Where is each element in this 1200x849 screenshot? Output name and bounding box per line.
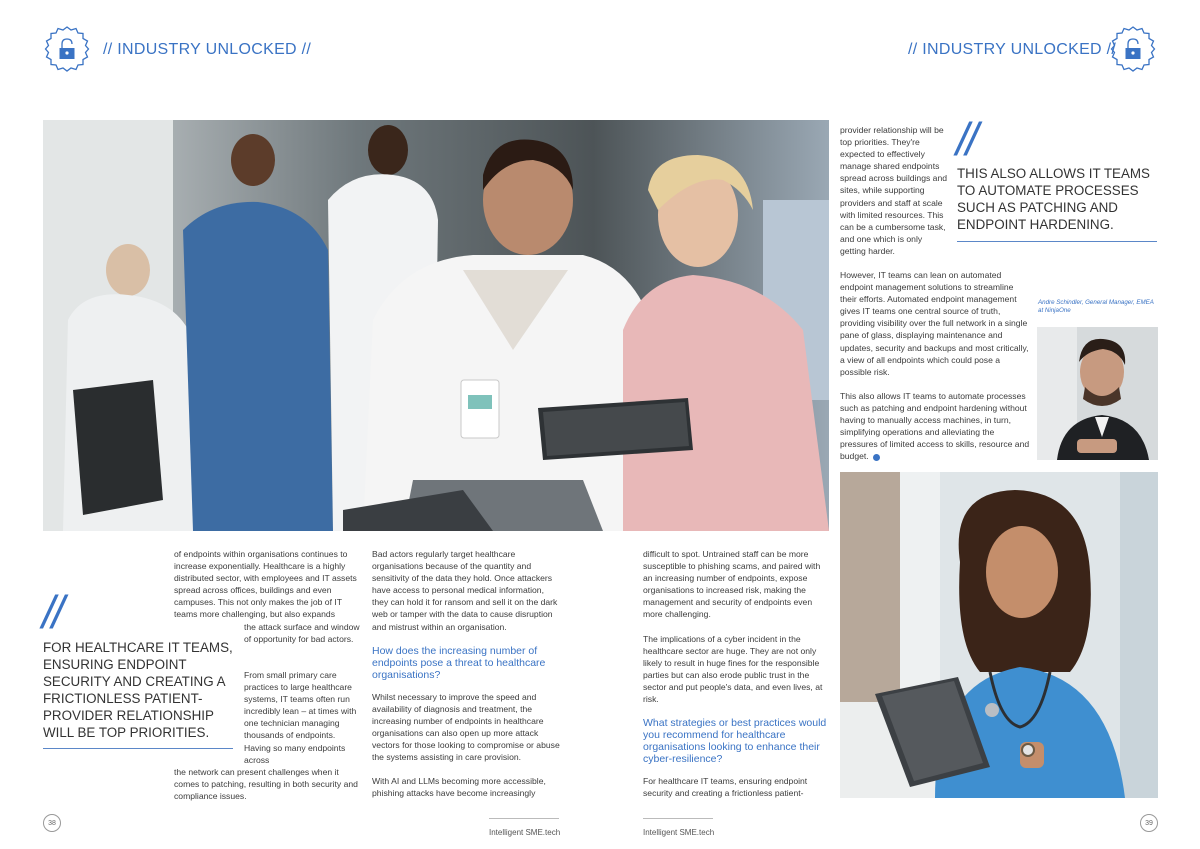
column-3-paragraph-2: The implications of a cyber incident in the healthcare sector are huge. They are not only likely to result in huge fines for the responsible parties but can also erode public trust in the sector and put people's data, and even lives, at risk. xyxy=(643,633,823,705)
pull-quote-rule-left xyxy=(43,748,233,749)
column-4-paragraph-3-text: This also allows IT teams to automate processes such as patching and endpoint hardening without having to manually access machines, in turn, simplifying operations and alleviating the pressures of limited access to skills, resource and budget. xyxy=(840,391,1030,462)
column-1-mid-b: From small primary care practices to large healthcare systems, IT teams often run incredibly lean – at times with one technician managing thousands of endpoints. Having so many endpoints across xyxy=(244,670,357,765)
pull-quote-mark-right: // xyxy=(956,113,976,165)
column-4-paragraph-1: provider relationship will be top priorities. They're expected to effectively manage shared endpoints spread across buildings and sites, while supporting providers and staff at scale with limited resources. This can be a cumbersome task, and one which is only getting harder. xyxy=(840,125,948,256)
column-3 xyxy=(643,548,831,811)
hero-photo-doctors xyxy=(43,120,829,531)
column-1-bottom: the network can present challenges when it comes to patching, resulting in both security and compliance issues. xyxy=(174,767,358,802)
column-3-paragraph-1: difficult to spot. Untrained staff can be more susceptible to phishing scams, and paired with an increasing number of endpoints, expose organisations to increased risk, making the management and security of endpoints even more challenging. xyxy=(643,549,821,620)
page-number-right: 39 xyxy=(1140,814,1158,832)
footer-publication-left: Intelligent SME.tech xyxy=(489,828,561,837)
pull-quote-rule-right xyxy=(957,241,1157,242)
pull-quote-mark-left: // xyxy=(42,586,62,638)
column-1-mid-a: the attack surface and window of opportunity for bad actors. xyxy=(244,622,360,645)
footer-rule-left xyxy=(489,818,559,819)
pull-quote-right: THIS ALSO ALLOWS IT TEAMS TO AUTOMATE PROCESSES SUCH AS PATCHING AND ENDPOINT HARDENING. xyxy=(957,166,1150,232)
header-title-right: // INDUSTRY UNLOCKED // xyxy=(908,41,1117,58)
column-3-paragraph-3: For healthcare IT teams, ensuring endpoint security and creating a frictionless patient- xyxy=(643,776,808,799)
portrait-photo xyxy=(1037,327,1158,460)
padlock-gear-icon xyxy=(42,24,92,74)
end-mark-icon xyxy=(873,454,880,461)
nurse-photo xyxy=(840,472,1158,798)
column-4-paragraph-3 xyxy=(840,390,1030,463)
footer-publication-right: Intelligent SME.tech xyxy=(643,828,715,837)
column-4-paragraph-2: However, IT teams can lean on automated endpoint management solutions to streamline their efforts. Automated endpoint management gives IT teams one central source of truth, providing visibility over the full network in a single pane of glass, displaying maintenance and updates, security and backups and most critically, a view of all endpoints which could pose a possible risk. xyxy=(840,270,1029,377)
column-2-paragraph-3: With AI and LLMs becoming more accessible, phishing attacks have become increasingly xyxy=(372,776,546,799)
page-number-left: 38 xyxy=(43,814,61,832)
header-title-left: // INDUSTRY UNLOCKED // xyxy=(103,41,312,58)
footer-rule-right xyxy=(643,818,713,819)
column-2-paragraph-1: Bad actors regularly target healthcare organisations because of the quantity and sensitivity of the data they hold. Once attackers have access to personal medical information, they can hold it for ransom and sell it on the dark web or tamper with the data to cause disruption and mistrust within an organisation. xyxy=(372,549,558,632)
column-2-heading: How does the increasing number of endpoints pose a threat to healthcare organisations? xyxy=(372,644,546,681)
column-3-heading: What strategies or best practices would you recommend for healthcare organisations looking to enhance their cyber-resilience? xyxy=(643,717,827,766)
column-2 xyxy=(372,548,560,811)
portrait-caption: Andre Schindler, General Manager, EMEA at NinjaOne xyxy=(1038,299,1154,314)
column-1-top: of endpoints within organisations continues to increase exponentially. Healthcare is a highly distributed sector, with employees and IT assets spread across offices, buildings and even campuses. This not only makes the job of IT teams more challenging, but also expands xyxy=(174,549,357,620)
pull-quote-left: FOR HEALTHCARE IT TEAMS, ENSURING ENDPOINT SECURITY AND CREATING A FRICTIONLESS PATIENT-PROVIDER RELATIONSHIP WILL BE TOP PRIORITIES. xyxy=(43,640,233,740)
column-2-paragraph-2: Whilst necessary to improve the speed and availability of diagnosis and treatment, the increasing number of endpoints in healthcare organisations can also open up more attack vectors for those looking to compromise or abuse the systems assisting in care provision. xyxy=(372,691,560,763)
